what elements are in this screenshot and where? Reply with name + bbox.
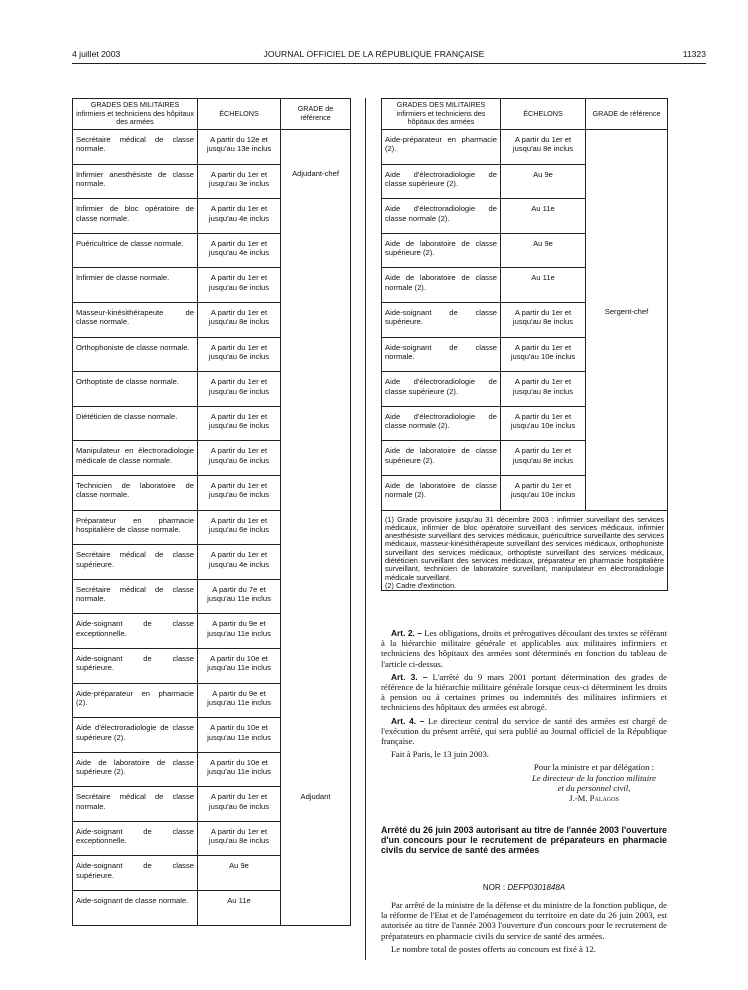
table-row (382, 199, 668, 234)
rank-cell: Secrétaire médical de classe normale. (73, 787, 198, 822)
table-row (73, 856, 351, 891)
table-row (73, 891, 351, 926)
grade-cell (586, 441, 668, 476)
col-header-echelons: ÉCHELONS (198, 99, 281, 130)
grade-cell (586, 475, 668, 510)
grade-cell: Adjudant-chef (281, 164, 351, 199)
echelon-cell: A partir du 9e et jusqu'au 11e inclus (198, 614, 281, 649)
rank-cell: Infirmier de classe normale. (73, 268, 198, 303)
rank-cell: Manipulateur en électroradiologie médicale de classe normale. (73, 441, 198, 476)
rank-cell: Secrétaire médical de classe normale. (73, 579, 198, 614)
grade-cell (586, 372, 668, 407)
grade-cell (586, 406, 668, 441)
echelon-cell: A partir du 1er et jusqu'au 4e inclus (198, 545, 281, 580)
echelon-cell: A partir du 1er et jusqu'au 8e inclus (501, 302, 586, 337)
grade-cell (281, 856, 351, 891)
page-number: 11323 (682, 49, 706, 59)
articles (381, 628, 667, 803)
rank-cell: Puéricultrice de classe normale. (73, 233, 198, 268)
grade-cell: Sergent-chef (586, 302, 668, 337)
table-row (73, 164, 351, 199)
col-header-grades: GRADES DES MILITAIRES infirmiers et techniciens des hôpitaux des armées (382, 99, 501, 130)
grade-cell (281, 821, 351, 856)
echelon-cell: A partir du 1er et jusqu'au 6e inclus (198, 787, 281, 822)
grade-cell (281, 683, 351, 718)
table-notes (382, 510, 668, 591)
echelon-cell: Au 11e (198, 891, 281, 926)
table-row (73, 545, 351, 580)
rank-cell: Technicien de laboratoire de classe normale. (73, 475, 198, 510)
grade-cell (281, 372, 351, 407)
table-row (73, 406, 351, 441)
table-row (73, 475, 351, 510)
grade-cell (281, 475, 351, 510)
grade-cell (586, 164, 668, 199)
echelon-cell: A partir du 1er et jusqu'au 6e inclus (198, 406, 281, 441)
table-row (73, 648, 351, 683)
rank-cell: Aide-soignant de classe supérieure. (73, 856, 198, 891)
echelon-cell: Au 9e (501, 164, 586, 199)
echelon-cell: A partir du 9e et jusqu'au 11e inclus (198, 683, 281, 718)
rank-cell: Orthoptiste de classe normale. (73, 372, 198, 407)
rank-cell: Aide d'électroradiologie de classe supérieure (2). (382, 372, 501, 407)
header-rule (72, 63, 706, 64)
echelon-cell: A partir du 1er et jusqu'au 3e inclus (198, 164, 281, 199)
echelon-cell: Au 9e (198, 856, 281, 891)
echelon-cell: A partir du 10e et jusqu'au 11e inclus (198, 752, 281, 787)
echelon-cell: A partir du 10e et jusqu'au 11e inclus (198, 718, 281, 753)
echelon-cell: A partir du 1er et jusqu'au 6e inclus (198, 441, 281, 476)
table-row (382, 164, 668, 199)
grade-cell (586, 233, 668, 268)
grade-cell (281, 302, 351, 337)
rank-cell: Aide de laboratoire de classe supérieure (2). (73, 752, 198, 787)
table-row (73, 718, 351, 753)
table-row (382, 406, 668, 441)
echelon-cell: A partir du 1er et jusqu'au 10e inclus (501, 337, 586, 372)
signature-line-3: et du personnel civil, (557, 782, 631, 793)
grade-cell (281, 579, 351, 614)
col-header-echelons: ÉCHELONS (501, 99, 586, 130)
note-1: (1) Grade provisoire jusqu'au 31 décembre 2003 : infirmier surveillant des services médicaux, infirmier de bloc opératoire surveillant des services médicaux, infirmier anesthésiste surveillant des services médicaux, puéricultrice surveillante des services médicaux, masseur-kinésithérapeute surveillant des services médicaux, orthophoniste surveillant des services médicaux, orthoptiste surveillant des services médicaux, diététicien surveillant des services médicaux, préparateur en pharmacie hospitalière surveillant, technicien de laboratoire surveillant, manipulateur en électroradiologie médicale surveillant. (385, 514, 664, 582)
grade-cell (586, 130, 668, 165)
table-row (73, 614, 351, 649)
second-decree-title: Arrêté du 26 juin 2003 autorisant au titre de l'année 2003 l'ouverture d'un concours pour le recrutement de préparateurs en pharmacie civils du service de santé des armées (381, 825, 667, 856)
grade-cell (586, 199, 668, 234)
grade-cell (281, 648, 351, 683)
article-4: Art. 4. – Le directeur central du service de santé des armées est chargé de l'exécution du présent arrêté, qui sera publié au Journal officiel de la République française. (381, 715, 667, 747)
echelon-cell: A partir du 1er et jusqu'au 6e inclus (198, 337, 281, 372)
grade-cell (281, 268, 351, 303)
signature-line-1: Pour la ministre et par délégation : (533, 762, 655, 773)
signature-name: J.-M. Palagos (569, 793, 619, 804)
rank-cell: Aide de laboratoire de classe supérieure (2). (382, 441, 501, 476)
note-2: (2) Cadre d'extinction. (385, 580, 457, 590)
echelon-cell: A partir du 1er et jusqu'au 10e inclus (501, 406, 586, 441)
grade-cell (281, 199, 351, 234)
table-row (73, 268, 351, 303)
grade-cell (281, 614, 351, 649)
grade-cell (281, 233, 351, 268)
table-row (73, 337, 351, 372)
signature-line-2: Le directeur de la fonction militaire (531, 772, 657, 783)
fait-a-paris: Fait à Paris, le 13 juin 2003. (391, 749, 489, 760)
table-row (73, 579, 351, 614)
right-table-body (382, 130, 668, 511)
echelon-cell: A partir du 1er et jusqu'au 8e inclus (198, 302, 281, 337)
echelon-cell: A partir du 1er et jusqu'au 8e inclus (501, 441, 586, 476)
rank-cell: Aide de laboratoire de classe normale (2). (382, 475, 501, 510)
rank-cell: Aide d'électroradiologie de classe supérieure (2). (382, 164, 501, 199)
echelon-cell: A partir du 1er et jusqu'au 4e inclus (198, 233, 281, 268)
grade-cell (281, 406, 351, 441)
col-header-grade-ref: GRADE de référence (281, 99, 351, 130)
rank-cell: Aide d'électroradiologie de classe normale (2). (382, 406, 501, 441)
rank-cell: Secrétaire médical de classe supérieure. (73, 545, 198, 580)
rank-cell: Aide-préparateur en pharmacie (2). (382, 130, 501, 165)
grade-cell (586, 268, 668, 303)
table-row (382, 337, 668, 372)
table-row (382, 302, 668, 337)
rank-cell: Aide-soignant de classe supérieure. (73, 648, 198, 683)
echelon-cell: Au 9e (501, 233, 586, 268)
header-date: 4 juillet 2003 (72, 49, 121, 59)
signature-block (381, 762, 667, 803)
grade-cell (281, 510, 351, 545)
rank-cell: Aide-soignant de classe normale. (73, 891, 198, 926)
nor-reference: NOR : DEFP0301848A (482, 883, 566, 892)
grade-cell: Adjudant (281, 787, 351, 822)
rank-cell: Préparateur en pharmacie hospitalière de classe normale. (73, 510, 198, 545)
left-table-body (73, 130, 351, 926)
echelon-cell: A partir du 1er et jusqu'au 8e inclus (501, 372, 586, 407)
rank-cell: Aide de laboratoire de classe supérieure (2). (382, 233, 501, 268)
grade-cell (281, 441, 351, 476)
article-2: Art. 2. – Les obligations, droits et prérogatives découlant des textes se référant à la hiérarchie militaire générale et applicables aux militaires infirmiers et techniciens des hôpitaux des armées sont déterminés en fonction du tableau de l'article ci-dessus. (381, 628, 667, 669)
second-paragraph-1: Par arrêté de la ministre de la défense et du ministre de la fonction publique, de la réforme de l'Etat et de l'aménagement du territoire en date du 26 juin 2003, est autorisée au titre de l'année 2003 l'ouverture d'un concours pour le recrutement de préparateurs en pharmacie civils du service de santé des armées. (381, 900, 667, 941)
rank-cell: Infirmier anesthésiste de classe normale. (73, 164, 198, 199)
right-table (381, 98, 668, 591)
rank-cell: Orthophoniste de classe normale. (73, 337, 198, 372)
table-row (73, 821, 351, 856)
table-row (382, 475, 668, 510)
echelon-cell: A partir du 12e et jusqu'au 13e inclus (198, 130, 281, 165)
rank-cell: Diététicien de classe normale. (73, 406, 198, 441)
col-header-grade-ref: GRADE de référence (586, 99, 668, 130)
echelon-cell: A partir du 10e et jusqu'au 11e inclus (198, 648, 281, 683)
rank-cell: Aide-préparateur en pharmacie (2). (73, 683, 198, 718)
table-row (73, 233, 351, 268)
table-row (382, 233, 668, 268)
grade-cell (281, 891, 351, 926)
grade-cell (281, 718, 351, 753)
table-row (73, 372, 351, 407)
echelon-cell: A partir du 1er et jusqu'au 6e inclus (198, 268, 281, 303)
rank-cell: Aide d'électroradiologie de classe supérieure (2). (73, 718, 198, 753)
second-paragraph-2: Le nombre total de postes offerts au concours est fixé à 12. (391, 943, 596, 954)
table-row (73, 441, 351, 476)
rank-cell: Aide-soignant de classe supérieure. (382, 302, 501, 337)
col-header-grades: GRADES DES MILITAIRES infirmiers et techniciens des hôpitaux des armées (73, 99, 198, 130)
table-row (382, 372, 668, 407)
echelon-cell: Au 11e (501, 268, 586, 303)
table-row (73, 510, 351, 545)
left-table (72, 98, 351, 926)
echelon-cell: Au 11e (501, 199, 586, 234)
journal-title: JOURNAL OFFICIEL DE LA RÉPUBLIQUE FRANÇAISE (263, 49, 485, 59)
column-divider (365, 98, 366, 960)
table-row (382, 441, 668, 476)
rank-cell: Secrétaire médical de classe normale. (73, 130, 198, 165)
echelon-cell: A partir du 1er et jusqu'au 6e inclus (198, 475, 281, 510)
table-row (73, 302, 351, 337)
table-row (73, 683, 351, 718)
table-row (382, 130, 668, 165)
grade-cell (586, 337, 668, 372)
rank-cell: Aide-soignant de classe exceptionnelle. (73, 614, 198, 649)
table-row (73, 130, 351, 165)
grade-cell (281, 545, 351, 580)
rank-cell: Aide d'électroradiologie de classe normale (2). (382, 199, 501, 234)
grade-cell (281, 337, 351, 372)
article-3: Art. 3. – L'arrêté du 9 mars 2001 portant détermination des grades de référence de la hiérarchie militaire générale lorsque ceux-ci déterminent les droits à pension ou à certaines primes ou indemnités des militaires infirmiers et techniciens des hôpitaux des armées est abrogé. (381, 671, 667, 713)
rank-cell: Aide-soignant de classe normale. (382, 337, 501, 372)
rank-cell: Aide de laboratoire de classe normale (2). (382, 268, 501, 303)
echelon-cell: A partir du 1er et jusqu'au 4e inclus (198, 199, 281, 234)
table-row (382, 268, 668, 303)
rank-cell: Masseur-kinésithérapeute de classe normale. (73, 302, 198, 337)
second-decree-body (381, 900, 667, 957)
echelon-cell: A partir du 1er et jusqu'au 6e inclus (198, 510, 281, 545)
echelon-cell: A partir du 1er et jusqu'au 8e inclus (198, 821, 281, 856)
echelon-cell: A partir du 1er et jusqu'au 8e inclus (501, 130, 586, 165)
grade-cell (281, 130, 351, 165)
rank-cell: Aide-soignant de classe exceptionnelle. (73, 821, 198, 856)
table-row (73, 787, 351, 822)
table-row (73, 199, 351, 234)
grade-cell (281, 752, 351, 787)
echelon-cell: A partir du 1er et jusqu'au 10e inclus (501, 475, 586, 510)
echelon-cell: A partir du 7e et jusqu'au 11e inclus (198, 579, 281, 614)
rank-cell: Infirmier de bloc opératoire de classe normale. (73, 199, 198, 234)
table-row (73, 752, 351, 787)
echelon-cell: A partir du 1er et jusqu'au 6e inclus (198, 372, 281, 407)
